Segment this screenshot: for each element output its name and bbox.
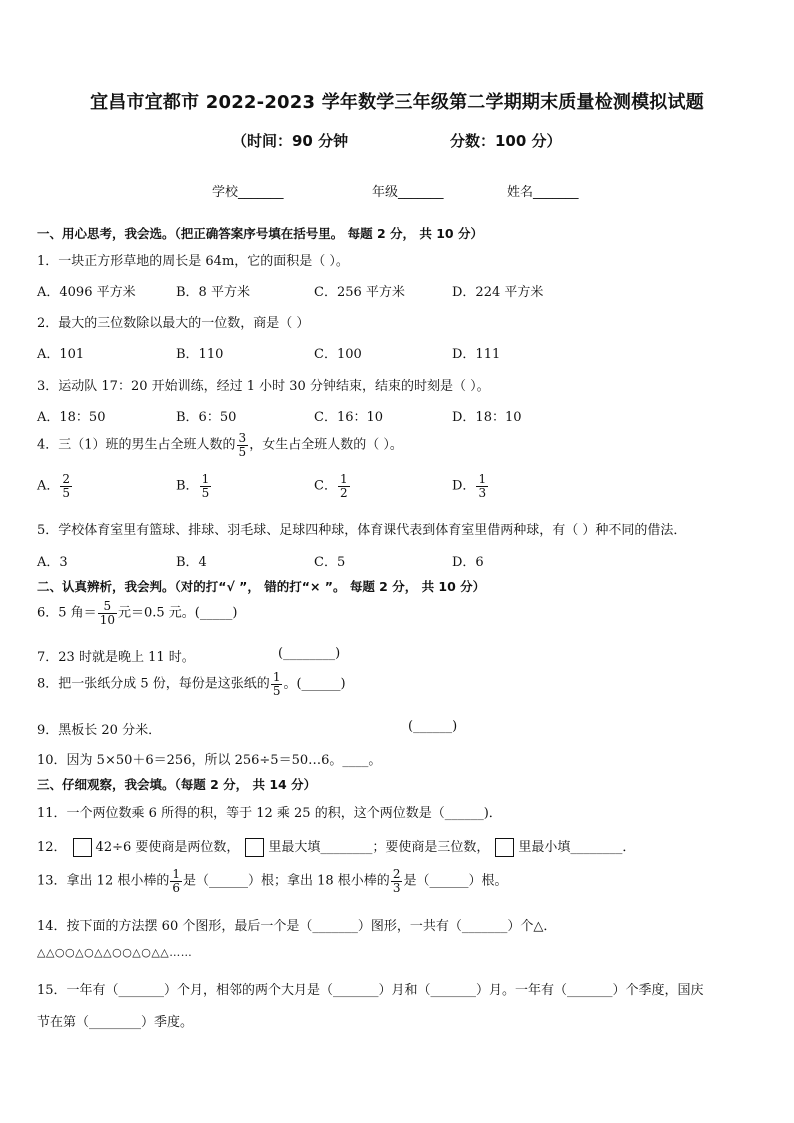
q13-fraction-2 <box>391 868 403 894</box>
name-field: 姓名_______ <box>507 185 579 200</box>
option-fraction <box>338 473 350 499</box>
q3-option-d: D．18：10 <box>452 410 522 425</box>
q6-text-start: 6．5 角＝ <box>37 605 97 621</box>
question-12 <box>37 836 635 857</box>
digit-box-icon <box>73 838 92 857</box>
option-fraction <box>60 473 72 499</box>
option-label: A． <box>37 478 60 494</box>
q2-option-a: A．101 <box>37 347 85 362</box>
grade-field: 年级_______ <box>372 185 444 200</box>
question-2: 2．最大的三位数除以最大的一位数，商是（ ） <box>37 316 310 331</box>
q13-fraction-1 <box>170 868 182 894</box>
q6-fraction <box>98 600 117 626</box>
question-6 <box>37 600 237 626</box>
question-7: 7．23 时就是晚上 11 时。 <box>37 650 195 665</box>
question-11: 11．一个两位数乘 6 所得的积，等于 12 乘 25 的积，这个两位数是（______)． <box>37 806 502 821</box>
q5-option-c: C．5 <box>314 555 346 570</box>
q4-text-start: 4．三（1）班的男生占全班人数的 <box>37 437 236 453</box>
option-label: C． <box>314 478 337 494</box>
q7-answer-blank: (________) <box>278 646 341 661</box>
question-15-line-2: 节在第（________）季度。 <box>37 1015 194 1030</box>
q4-text-end: ，女生占全班人数的（ ）。 <box>249 437 403 453</box>
fraction-numerator: 2 <box>392 867 401 881</box>
option-fraction <box>200 473 212 499</box>
fraction-numerator: 1 <box>339 472 348 486</box>
q5-option-a: A．3 <box>37 555 68 570</box>
fraction-numerator: 1 <box>172 867 180 881</box>
question-3: 3．运动队 17：20 开始训练，经过 1 小时 30 分钟结束，结束的时刻是（ ）。 <box>37 379 490 394</box>
q1-option-a: A．4096 平方米 <box>37 285 136 300</box>
q2-option-b: B．110 <box>176 347 224 362</box>
q9-answer-blank: (______) <box>408 719 458 734</box>
fraction-denominator: 3 <box>478 485 487 500</box>
question-14: 14．按下面的方法摆 60 个图形，最后一个是（_______）图形，一共有（_______）个△． <box>37 919 557 934</box>
q8-text-start: 8．把一张纸分成 5 份，每份是这张纸的 <box>37 676 270 692</box>
q5-option-d: D．6 <box>452 555 484 570</box>
q1-option-b: B．8 平方米 <box>176 285 250 300</box>
q1-option-c: C．256 平方米 <box>314 285 405 300</box>
q5-option-b: B．4 <box>176 555 207 570</box>
q12-text-1: 42÷6 要使商是两位数， <box>95 840 240 855</box>
question-1: 1．一块正方形草地的周长是 64m，它的面积是（ ）。 <box>37 254 349 269</box>
q12-number: 12． <box>37 840 67 855</box>
fraction-numerator: 5 <box>103 599 112 613</box>
question-10: 10．因为 5×50＋6＝256，所以 256÷5＝50…6。____。 <box>37 753 382 768</box>
q3-option-c: C．16：10 <box>314 410 384 425</box>
question-4 <box>37 432 403 458</box>
fraction-numerator: 1 <box>478 472 487 486</box>
fraction-denominator: 6 <box>172 880 180 895</box>
fraction-denominator: 5 <box>201 485 210 500</box>
option-label: B． <box>176 478 199 494</box>
fraction-numerator: 3 <box>238 431 247 445</box>
fraction-numerator: 1 <box>201 472 210 486</box>
digit-box-icon <box>495 838 514 857</box>
q4-option-a <box>37 473 73 499</box>
q4-option-d <box>452 473 489 499</box>
exam-title: 宜昌市宜都市 2022-2023 学年数学三年级第二学期期末质量检测模拟试题 <box>90 92 704 113</box>
q6-text-end: 元＝0.5 元。(_____) <box>117 605 238 621</box>
score-label: 分数：100 分） <box>450 132 562 150</box>
q2-option-d: D．111 <box>452 347 501 362</box>
section-heading-1: 一、用心思考，我会选。（把正确答案序号填在括号里。 每题 2 分， 共 10 分） <box>37 226 483 241</box>
q13-text-3: 是（______）根。 <box>403 873 508 889</box>
q2-option-c: C．100 <box>314 347 362 362</box>
q4-fraction <box>237 432 249 458</box>
question-8 <box>37 671 346 697</box>
school-field: 学校_______ <box>212 185 284 200</box>
fraction-denominator: 2 <box>339 485 348 500</box>
digit-box-icon <box>245 838 264 857</box>
time-label: （时间：90 分钟 <box>232 132 349 150</box>
q3-option-b: B．6：50 <box>176 410 237 425</box>
q3-option-a: A．18：50 <box>37 410 106 425</box>
section-heading-3: 三、仔细观察，我会填。（每题 2 分， 共 14 分） <box>37 777 317 792</box>
option-label: D． <box>452 478 476 494</box>
q14-shape-pattern: △△○○△○△△○○△○△△…… <box>37 946 193 959</box>
question-13 <box>37 868 507 894</box>
q8-text-end: 。(______) <box>283 676 346 692</box>
q13-text-2: 是（______）根；拿出 18 根小棒的 <box>183 873 390 889</box>
fraction-numerator: 1 <box>272 670 281 684</box>
option-fraction <box>476 473 488 499</box>
fraction-denominator: 5 <box>272 683 281 698</box>
q13-text-1: 13．拿出 12 根小棒的 <box>37 873 170 889</box>
fraction-denominator: 3 <box>392 880 401 895</box>
fraction-numerator: 2 <box>62 472 71 486</box>
q1-option-d: D．224 平方米 <box>452 285 544 300</box>
q12-text-2: 里最大填________；要使商是三位数， <box>268 840 490 855</box>
q4-option-c <box>314 473 351 499</box>
q4-option-b <box>176 473 212 499</box>
question-9: 9．黑板长 20 分米． <box>37 723 162 738</box>
q12-text-3: 里最小填________． <box>518 840 636 855</box>
question-15-line-1: 15．一年有（_______）个月，相邻的两个大月是（_______）月和（_______）月。一年有（_______）个季度，国庆 <box>37 983 704 998</box>
fraction-denominator: 10 <box>99 612 115 627</box>
fraction-denominator: 5 <box>238 444 247 459</box>
section-heading-2: 二、认真辨析，我会判。（对的打“√ ”， 错的打“× ”。 每题 2 分， 共 10 分） <box>37 579 486 594</box>
fraction-denominator: 5 <box>62 485 71 500</box>
q8-fraction <box>271 671 283 697</box>
question-5: 5．学校体育室里有篮球、排球、羽毛球、足球四种球，体育课代表到体育室里借两种球，有（ ）种不同的借法． <box>37 523 687 538</box>
